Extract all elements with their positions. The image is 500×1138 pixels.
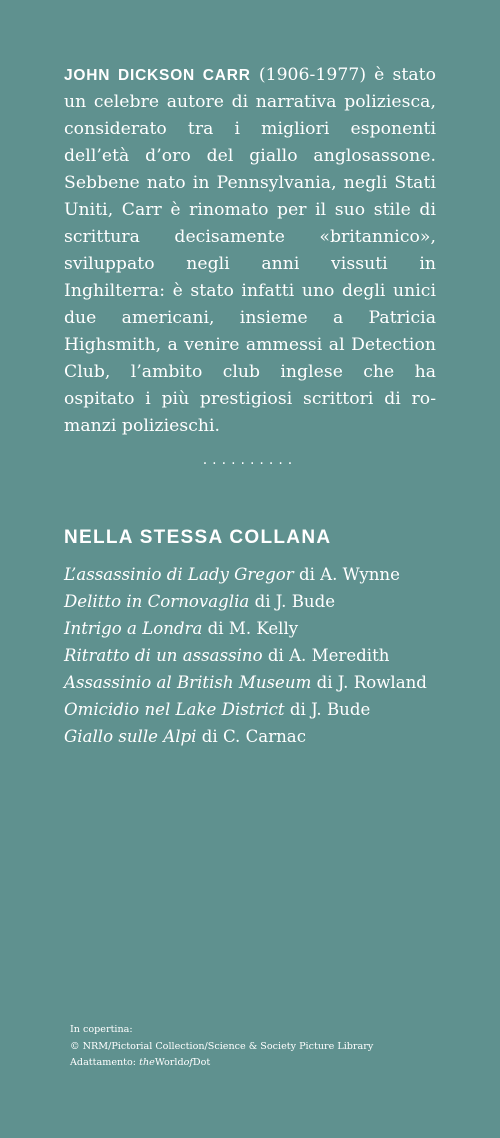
- book-author: di C. Carnac: [196, 727, 306, 746]
- studio-name-the: the: [139, 1057, 155, 1068]
- list-item: [64, 723, 427, 750]
- adaptation-credit: [70, 1055, 373, 1072]
- dotted-separator: ..........: [202, 452, 298, 468]
- cover-credits: [70, 1022, 373, 1072]
- book-author: di M. Kelly: [202, 619, 299, 638]
- author-name: JOHN DICKSON CARR: [64, 67, 251, 84]
- book-title: Ritratto di un assassino: [64, 646, 263, 665]
- book-title: Giallo sulle Alpi: [64, 727, 197, 746]
- list-item: [64, 642, 427, 669]
- list-item: [64, 696, 427, 723]
- list-item: [64, 588, 427, 615]
- studio-name: [139, 1057, 210, 1068]
- book-author: di J. Rowland: [311, 673, 427, 692]
- book-author: di A. Wynne: [293, 565, 400, 584]
- book-author: di J. Bude: [284, 700, 371, 719]
- list-item: [64, 669, 427, 696]
- series-book-list: [64, 561, 427, 750]
- studio-name-of: of: [183, 1057, 193, 1068]
- studio-name-world: World: [154, 1057, 184, 1068]
- book-title: Omicidio nel Lake District: [64, 700, 285, 719]
- adaptation-label: Adattamento:: [70, 1057, 140, 1068]
- book-author: di J. Bude: [249, 592, 336, 611]
- list-item: [64, 561, 427, 588]
- list-item: [64, 615, 427, 642]
- book-author: di A. Meredith: [262, 646, 390, 665]
- cover-credit-label: In copertina:: [70, 1024, 133, 1035]
- book-title: L’assassinio di Lady Gregor: [64, 565, 294, 584]
- book-title: Delitto in Cornovaglia: [64, 592, 250, 611]
- series-heading: NELLA STESSA COLLANA: [64, 527, 332, 548]
- author-bio-text: (1906-1977) è stato un celebre autore di narrativa poliziesca, considerato tra i migliori esponenti dell’età d’oro del giallo anglosassone. Sebbene nato in Pennsylvania, negli Stati Uniti, Carr è rinomato per il suo stile di scrittura decisamente «britannico», sviluppato negli anni vissuti in Inghilterra: è stato infatti uno degli unici due americani, insieme a Patricia Highsmith, a venire ammessi al Detection Club, l’ambito club inglese che ha ospitato i più prestigiosi scrittori di romanzi polizieschi.: [64, 65, 436, 436]
- studio-name-dot: Dot: [192, 1057, 211, 1068]
- book-title: Assassinio al British Museum: [64, 673, 312, 692]
- cover-credit-source: © NRM/Pictorial Collection/Science & Society Picture Library: [70, 1040, 374, 1052]
- author-bio: [64, 62, 436, 440]
- book-title: Intrigo a Londra: [64, 619, 203, 638]
